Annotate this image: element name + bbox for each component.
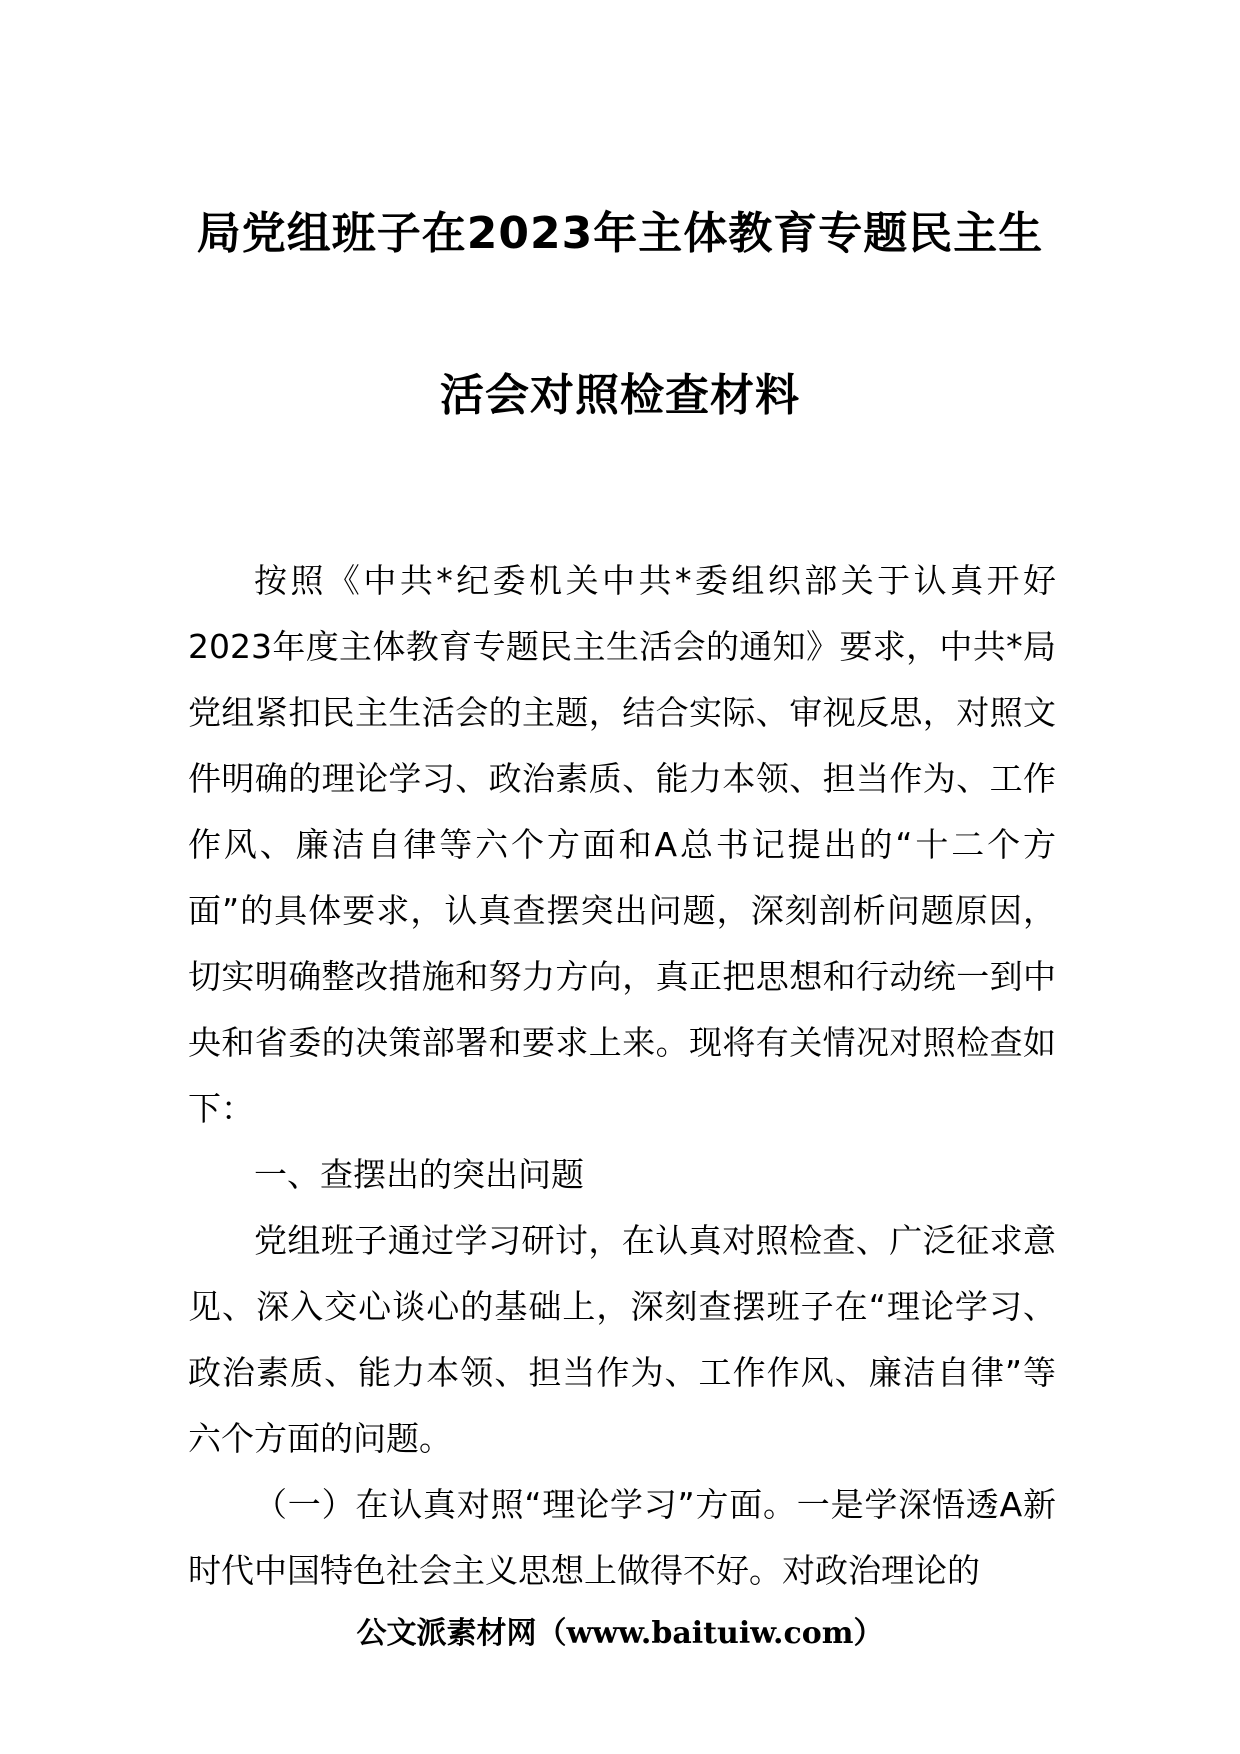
document-body bbox=[188, 548, 1056, 1604]
body-paragraph: 党组班子通过学习研讨，在认真对照检查、广泛征求意见、深入交心谈心的基础上，深刻查摆班子在“理论学习、政治素质、能力本领、担当作为、工作作风、廉洁自律”等六个方面的问题。 bbox=[188, 1221, 1056, 1458]
document-title-line-2: 活会对照检查材料 bbox=[440, 370, 800, 421]
footer-watermark: 公文派素材网（www.baituiw.com） bbox=[356, 1616, 884, 1651]
intro-paragraph: 按照《中共*纪委机关中共*委组织部关于认真开好2023年度主体教育专题民主生活会的通知》要求，中共*局党组紧扣民主生活会的主题，结合实际、审视反思，对照文件明确的理论学习、政治素质、能力本领、担当作为、工作作风、廉洁自律等六个方面和A总书记提出的“十二个方面”的具体要求，认真查摆突出问题，深刻剖析问题原因，切实明确整改措施和努力方向，真正把思想和行动统一到中央和省委的决策部署和要求上来。现将有关情况对照检查如下： bbox=[188, 561, 1056, 1128]
document-title-line-1: 局党组班子在2023年主体教育专题民主生 bbox=[196, 208, 1044, 259]
body-paragraph: （一）在认真对照“理论学习”方面。一是学深悟透A新时代中国特色社会主义思想上做得不好。对政治理论的 bbox=[188, 1485, 1056, 1590]
section-heading: 一、查摆出的突出问题 bbox=[254, 1155, 584, 1194]
